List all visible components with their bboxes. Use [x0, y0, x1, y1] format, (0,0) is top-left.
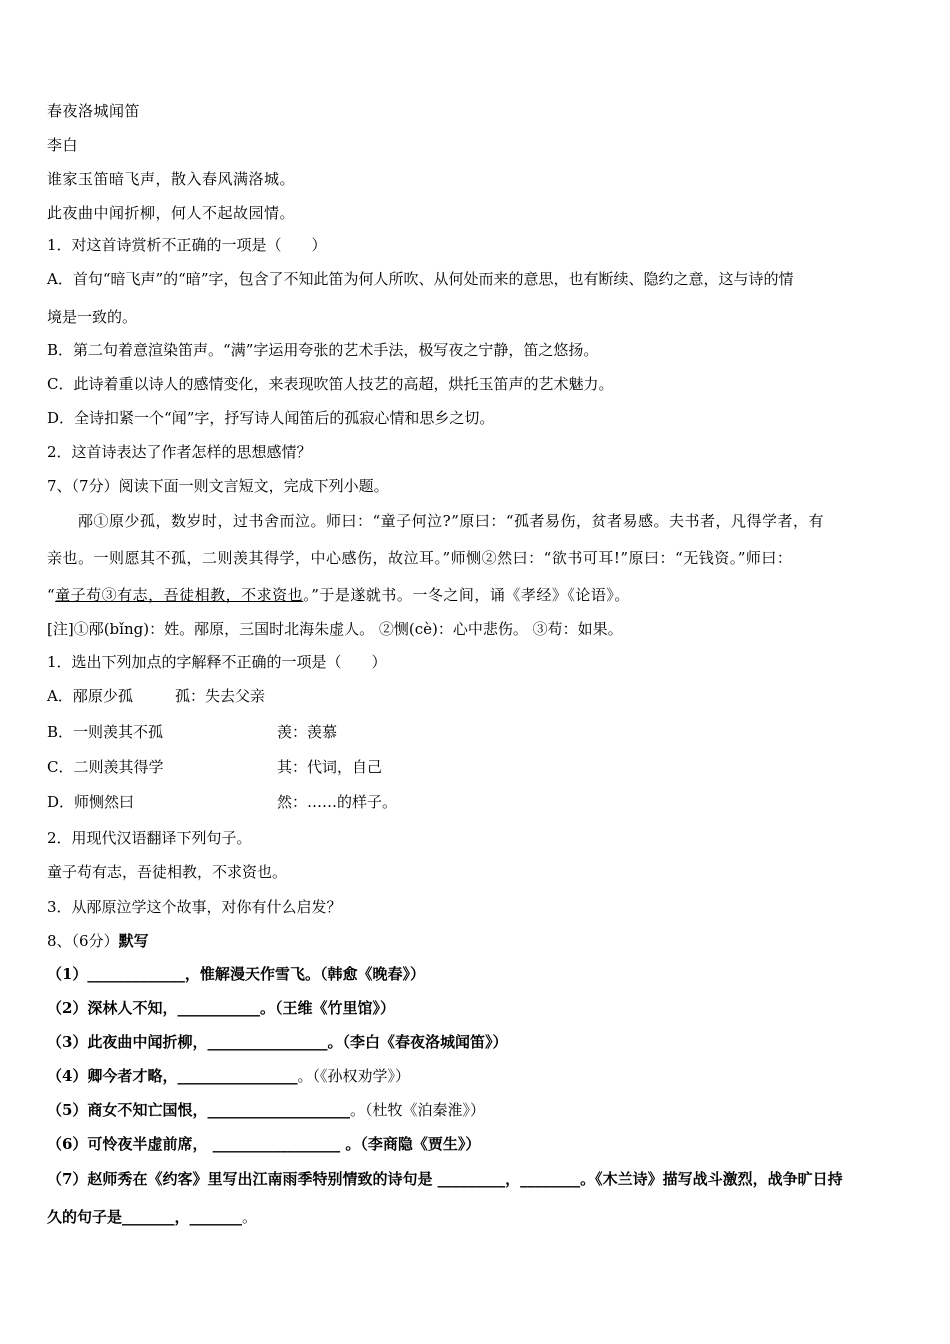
q7-header: 7、（7分）阅读下面一则文言短文，完成下列小题。 [47, 477, 389, 495]
q7-translate-sentence: 童子苟有志，吾徒相教，不求资也。 [47, 863, 288, 881]
q8-item-4 [47, 1066, 410, 1086]
q8-item-7-line-2 [47, 1207, 257, 1227]
q8-item-4-main: （4）卿今者才略，________________ [47, 1067, 298, 1085]
q6-option-b: B．第二句着意渲染笛声。“满”字运用夸张的艺术手法，极写夜之宁静，笛之悠扬。 [47, 341, 599, 359]
q6-question-1: 1．对这首诗赏析不正确的一项是（ ） [47, 236, 327, 254]
q6-option-d: D．全诗扣紧一个“闻”字，抒写诗人闻笛后的孤寂心情和思乡之切。 [47, 409, 495, 427]
q7-option-a-explain: 孤：失去父亲 [175, 687, 266, 705]
q7-option-b: B．一则羡其不孤 [47, 723, 164, 741]
q8-item-3: （3）此夜曲中闻折柳，________________。（李白《春夜洛城闻笛》） [47, 1033, 508, 1051]
q6-question-2: 2．这首诗表达了作者怎样的思想感情？ [47, 443, 312, 461]
q8-item-7-line-2-main: 久的句子是_______，_______ [47, 1208, 243, 1226]
q8-header [47, 931, 149, 951]
q7-option-b-explain: 羡：羡慕 [277, 723, 338, 741]
q6-option-a-line-2: 境是一致的。 [47, 308, 138, 326]
passage-end: 。”于是遂就书。一冬之间，诵《孝经》《论语》。 [303, 586, 630, 604]
q6-option-a-line-1: A．首句“暗飞声”的“暗”字，包含了不知此笛为何人所吹、从何处而来的意思，也有断续、隐约之意，这与诗的情 [47, 270, 794, 288]
q8-item-5-source: 。（杜牧《泊秦淮》） [349, 1101, 485, 1119]
q8-item-1: （1）_____________，惟解漫天作雪飞。（韩愈《晚春》） [47, 965, 425, 983]
underlined-sentence: 童子苟③有志，吾徒相教，不求资也 [55, 586, 304, 604]
q8-item-7-line-2-end: 。 [242, 1208, 258, 1226]
open-quote: “ [47, 586, 56, 604]
q7-question-3: 3．从邴原泣学这个故事，对你有什么启发？ [47, 898, 342, 916]
q6-option-c: C．此诗着重以诗人的感情变化，来表现吹笛人技艺的高超，烘托玉笛声的艺术魅力。 [47, 375, 614, 393]
q8-item-2: （2）深林人不知，___________。（王维《竹里馆》） [47, 999, 395, 1017]
poem-line-1: 谁家玉笛暗飞声，散入春风满洛城。 [47, 170, 296, 188]
poem-title: 春夜洛城闻笛 [47, 102, 141, 120]
q7-notes: [注]①邴(bǐng)：姓。邴原，三国时北海朱虚人。 ②恻(cè)：心中悲伤。 ③苟：如果。 [47, 620, 623, 638]
q7-question-1: 1．选出下列加点的字解释不正确的一项是（ ） [47, 653, 387, 671]
q8-header-prefix: 8、（6分） [47, 932, 119, 950]
q8-item-6: （6）可怜夜半虚前席， _________________ 。（李商隐《贾生》） [47, 1135, 481, 1153]
q8-header-title: 默写 [118, 932, 149, 950]
q7-passage-line-1: 邴①原少孤，数岁时，过书舍而泣。师曰：“童子何泣?”原曰：“孤者易伤，贫者易感。夫书者，凡得学者，有 [78, 512, 825, 530]
q8-item-5 [47, 1100, 485, 1120]
q7-question-2: 2．用现代汉语翻译下列句子。 [47, 829, 252, 847]
q7-passage-line-3 [47, 585, 630, 605]
poem-author: 李白 [47, 136, 79, 154]
poem-line-2: 此夜曲中闻折柳，何人不起故园情。 [47, 204, 296, 222]
q7-option-d-explain: 然：……的样子。 [277, 793, 398, 811]
q7-option-c: C．二则羡其得学 [47, 758, 164, 776]
q7-passage-line-2: 亲也。一则愿其不孤，二则羡其得学，中心感伤，故泣耳。”师恻②然曰：“欲书可耳!”原曰：“无钱资。”师曰： [47, 549, 793, 567]
q8-item-4-source: 。（《孙权劝学》） [297, 1067, 410, 1085]
q8-item-5-main: （5）商女不知亡国恨，___________________ [47, 1101, 350, 1119]
q8-item-7-line-1: （7）赵师秀在《约客》里写出江南雨季特别情致的诗句是 _________，________。《木兰诗》描写战斗激烈，战争旷日持 [47, 1170, 843, 1188]
q7-option-a: A．邴原少孤 [47, 687, 133, 705]
q7-option-c-explain: 其：代词，自己 [277, 758, 383, 776]
q7-option-d: D．师恻然曰 [47, 793, 135, 811]
